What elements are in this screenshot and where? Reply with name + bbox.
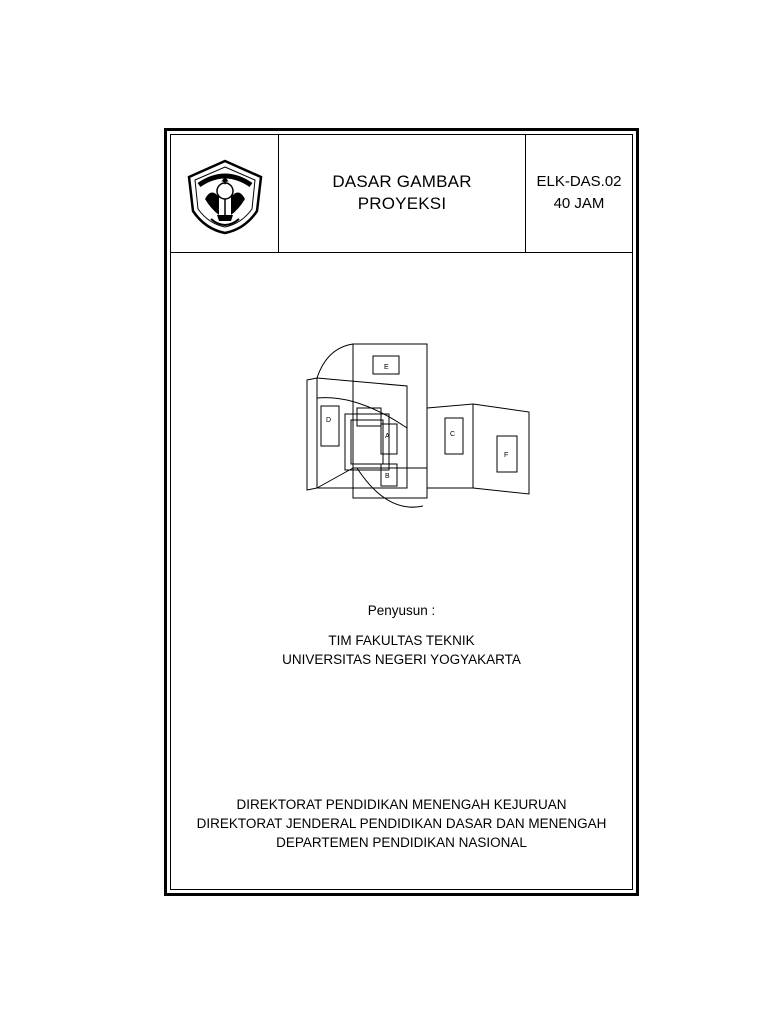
publisher-block — [171, 795, 632, 852]
module-code: ELK-DAS.02 — [536, 173, 622, 190]
publisher-line-1: DIREKTORAT PENDIDIKAN MENENGAH KEJURUAN — [236, 797, 567, 812]
left-plane — [317, 378, 407, 488]
face-d-box — [321, 406, 339, 446]
logo-cell — [171, 135, 279, 252]
authors-block — [171, 601, 632, 669]
projection-illustration — [297, 338, 537, 518]
face-d-label: D — [326, 417, 332, 424]
face-b-label: B — [385, 473, 390, 480]
face-f-label: F — [504, 452, 509, 459]
cover-border — [164, 128, 639, 896]
publisher-line-3: DEPARTEMEN PENDIDIKAN NASIONAL — [276, 835, 527, 850]
tut-wuri-handayani-logo — [185, 159, 265, 235]
authors-team: TIM FAKULTAS TEKNIK — [328, 633, 475, 648]
center-object — [345, 414, 389, 470]
far-right-plane — [473, 404, 529, 494]
title-cell — [279, 135, 526, 252]
face-e-label: E — [384, 364, 389, 371]
document-title — [279, 171, 525, 215]
module-info — [526, 171, 632, 215]
code-cell — [526, 135, 632, 252]
module-duration: 40 JAM — [553, 195, 605, 212]
cover-inner-border — [170, 134, 633, 890]
publisher-line-2: DIREKTORAT JENDERAL PENDIDIKAN DASAR DAN MENENGAH — [196, 816, 607, 831]
face-a-label: A — [385, 433, 390, 440]
title-line-2: PROYEKSI — [357, 194, 447, 213]
authors-label: Penyusun : — [367, 603, 436, 618]
face-c-label: C — [450, 431, 456, 438]
right-plane — [427, 404, 473, 488]
top-plane-curve — [317, 344, 353, 378]
left-plane-edge — [307, 378, 317, 490]
vertical-plane — [353, 344, 427, 498]
authors-university: UNIVERSITAS NEGERI YOGYAKARTA — [282, 652, 521, 667]
header-table — [171, 135, 632, 253]
title-line-1: DASAR GAMBAR — [332, 172, 472, 191]
